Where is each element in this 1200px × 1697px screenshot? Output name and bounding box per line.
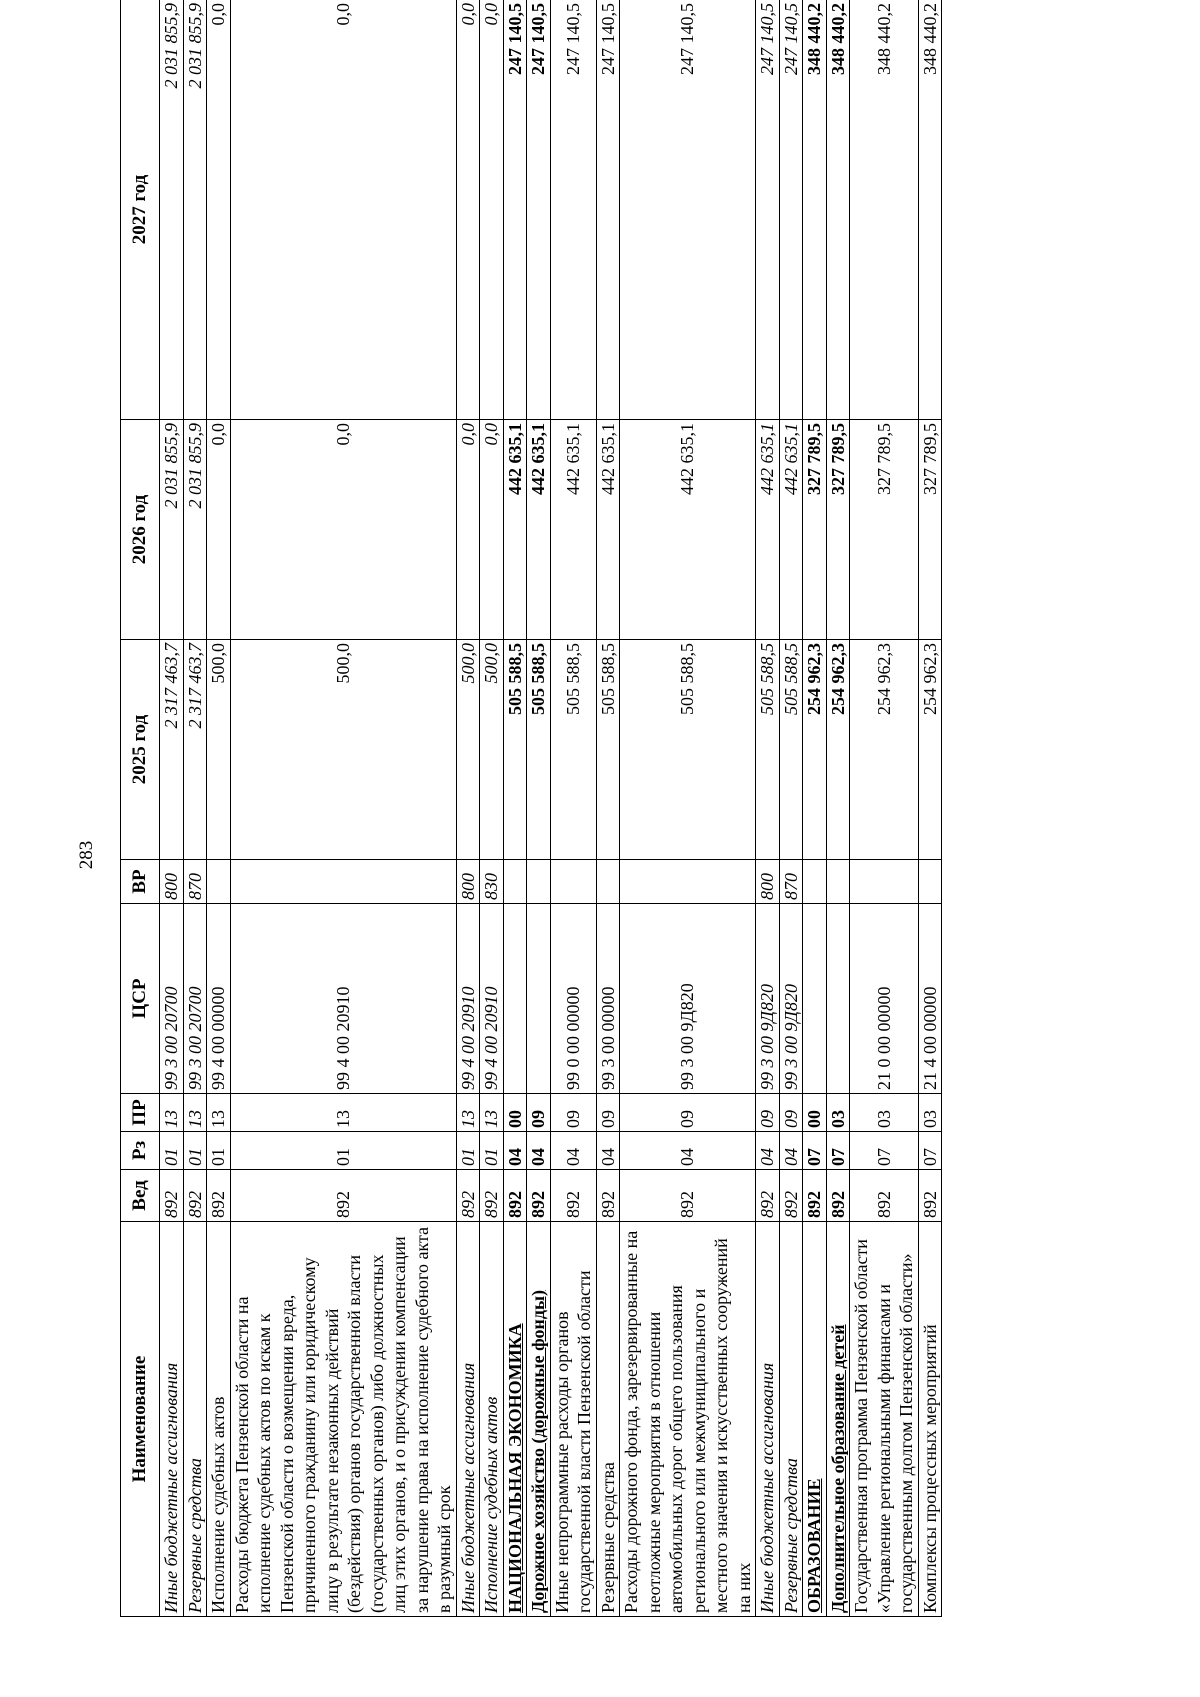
cell-name: Иные бюджетные ассигнования xyxy=(756,1222,780,1617)
cell-rz: 04 xyxy=(620,1132,756,1170)
header-name: Наименование xyxy=(121,1222,160,1617)
cell-pr: 09 xyxy=(620,1094,756,1132)
cell-2025: 505 588,5 xyxy=(620,640,756,860)
cell-name: Дорожное хозяйство (дорожные фонды) xyxy=(527,1222,551,1617)
cell-2027: 348 440,2 xyxy=(803,0,827,420)
cell-2027: 247 140,5 xyxy=(756,0,780,420)
budget-table xyxy=(120,0,942,1617)
cell-csr xyxy=(527,904,551,1094)
cell-csr: 99 3 00 9Д820 xyxy=(756,904,780,1094)
cell-2027: 2 031 855,9 xyxy=(183,0,207,420)
cell-2025: 254 962,3 xyxy=(918,640,942,860)
table-row xyxy=(803,0,827,1617)
cell-pr: 09 xyxy=(596,1094,620,1132)
cell-2026: 2 031 855,9 xyxy=(160,420,184,640)
cell-vr xyxy=(803,860,827,904)
cell-2026: 442 635,1 xyxy=(620,420,756,640)
cell-csr: 99 4 00 20910 xyxy=(230,904,456,1094)
header-2027: 2027 год xyxy=(121,0,160,420)
cell-2026: 442 635,1 xyxy=(756,420,780,640)
cell-rz: 04 xyxy=(756,1132,780,1170)
cell-2027: 247 140,5 xyxy=(779,0,803,420)
header-csr: ЦСР xyxy=(121,904,160,1094)
header-rz: Рз xyxy=(121,1132,160,1170)
cell-ved: 892 xyxy=(230,1170,456,1222)
cell-name: Расходы дорожного фонда, зарезервированные на неотложные мероприятия в отношении автомобильных дорог общего пользования регионального или межмуниципального и местного значения и искусственных сооружений на них xyxy=(620,1222,756,1617)
cell-rz: 01 xyxy=(183,1132,207,1170)
cell-rz: 01 xyxy=(456,1132,480,1170)
header-ved: Вед xyxy=(121,1170,160,1222)
cell-csr: 21 4 00 00000 xyxy=(918,904,942,1094)
cell-2025: 500,0 xyxy=(480,640,504,860)
cell-name: Иные непрограммные расходы органов государственной власти Пензенской области xyxy=(550,1222,596,1617)
cell-ved: 892 xyxy=(826,1170,850,1222)
cell-pr: 03 xyxy=(850,1094,919,1132)
table-body xyxy=(160,0,942,1617)
cell-csr: 99 3 00 00000 xyxy=(596,904,620,1094)
cell-name: НАЦИОНАЛЬНАЯ ЭКОНОМИКА xyxy=(503,1222,527,1617)
cell-rz: 04 xyxy=(596,1132,620,1170)
table-row xyxy=(230,0,456,1617)
cell-ved: 892 xyxy=(183,1170,207,1222)
cell-2027: 0,0 xyxy=(207,0,231,420)
table-row xyxy=(207,0,231,1617)
cell-vr xyxy=(527,860,551,904)
cell-rz: 01 xyxy=(160,1132,184,1170)
table-row xyxy=(550,0,596,1617)
cell-2025: 500,0 xyxy=(207,640,231,860)
cell-2025: 2 317 463,7 xyxy=(183,640,207,860)
cell-csr xyxy=(826,904,850,1094)
cell-name: Комплексы процессных мероприятий xyxy=(918,1222,942,1617)
cell-pr: 03 xyxy=(918,1094,942,1132)
cell-csr: 99 3 00 9Д820 xyxy=(779,904,803,1094)
cell-ved: 892 xyxy=(160,1170,184,1222)
cell-pr: 03 xyxy=(826,1094,850,1132)
cell-2025: 505 588,5 xyxy=(503,640,527,860)
cell-2026: 442 635,1 xyxy=(527,420,551,640)
cell-pr: 13 xyxy=(480,1094,504,1132)
cell-pr: 13 xyxy=(183,1094,207,1132)
cell-pr: 13 xyxy=(207,1094,231,1132)
rotated-table-container xyxy=(120,0,1034,1617)
cell-rz: 04 xyxy=(550,1132,596,1170)
cell-2025: 505 588,5 xyxy=(596,640,620,860)
cell-ved: 892 xyxy=(620,1170,756,1222)
cell-rz: 04 xyxy=(527,1132,551,1170)
cell-name: Резервные средства xyxy=(779,1222,803,1617)
cell-vr xyxy=(596,860,620,904)
header-vr: ВР xyxy=(121,860,160,904)
cell-pr: 13 xyxy=(230,1094,456,1132)
cell-name: ОБРАЗОВАНИЕ xyxy=(803,1222,827,1617)
cell-2026: 442 635,1 xyxy=(503,420,527,640)
cell-ved: 892 xyxy=(503,1170,527,1222)
page-number: 283 xyxy=(76,840,97,870)
cell-rz: 04 xyxy=(779,1132,803,1170)
header-pr: ПР xyxy=(121,1094,160,1132)
cell-2026: 327 789,5 xyxy=(850,420,919,640)
cell-csr: 99 3 00 20700 xyxy=(183,904,207,1094)
table-row xyxy=(456,0,480,1617)
cell-2027: 0,0 xyxy=(456,0,480,420)
cell-name: Иные бюджетные ассигнования xyxy=(456,1222,480,1617)
cell-rz: 01 xyxy=(480,1132,504,1170)
table-header-row xyxy=(121,0,160,1617)
table-row xyxy=(183,0,207,1617)
cell-2027: 348 440,2 xyxy=(826,0,850,420)
cell-rz: 04 xyxy=(503,1132,527,1170)
cell-2025: 254 962,3 xyxy=(803,640,827,860)
cell-vr xyxy=(850,860,919,904)
cell-rz: 01 xyxy=(207,1132,231,1170)
cell-2027: 0,0 xyxy=(230,0,456,420)
table-row xyxy=(160,0,184,1617)
cell-2025: 505 588,5 xyxy=(779,640,803,860)
cell-2026: 327 789,5 xyxy=(918,420,942,640)
cell-vr: 800 xyxy=(756,860,780,904)
cell-csr: 99 4 00 20910 xyxy=(480,904,504,1094)
cell-vr: 800 xyxy=(160,860,184,904)
table-row xyxy=(826,0,850,1617)
cell-name: Дополнительное образование детей xyxy=(826,1222,850,1617)
cell-csr: 99 4 00 20910 xyxy=(456,904,480,1094)
cell-pr: 09 xyxy=(550,1094,596,1132)
cell-name: Государственная программа Пензенской области «Управление региональными финансами и государственным долгом Пензенской области» xyxy=(850,1222,919,1617)
cell-2025: 500,0 xyxy=(230,640,456,860)
cell-rz: 07 xyxy=(803,1132,827,1170)
cell-vr xyxy=(550,860,596,904)
cell-2027: 348 440,2 xyxy=(850,0,919,420)
cell-pr: 09 xyxy=(779,1094,803,1132)
cell-csr: 21 0 00 00000 xyxy=(850,904,919,1094)
cell-csr: 99 4 00 00000 xyxy=(207,904,231,1094)
table-row xyxy=(503,0,527,1617)
cell-vr xyxy=(207,860,231,904)
cell-ved: 892 xyxy=(756,1170,780,1222)
cell-name: Иные бюджетные ассигнования xyxy=(160,1222,184,1617)
cell-name: Расходы бюджета Пензенской области на исполнение судебных актов по искам к Пензенской области о возмещении вреда, причиненного гражданину или юридическому лицу в результате незаконных действий (бездействия) органов государственной власти (государственных органов) либо должностных лиц этих органов, и о присуждении компенсации за нарушение права на исполнение судебного акта в разумный срок xyxy=(230,1222,456,1617)
cell-csr: 99 3 00 20700 xyxy=(160,904,184,1094)
header-2026: 2026 год xyxy=(121,420,160,640)
table-row xyxy=(620,0,756,1617)
table-row xyxy=(527,0,551,1617)
cell-ved: 892 xyxy=(779,1170,803,1222)
cell-2026: 0,0 xyxy=(456,420,480,640)
cell-2026: 442 635,1 xyxy=(779,420,803,640)
cell-ved: 892 xyxy=(596,1170,620,1222)
cell-2026: 0,0 xyxy=(207,420,231,640)
cell-ved: 892 xyxy=(803,1170,827,1222)
cell-vr xyxy=(918,860,942,904)
cell-name: Резервные средства xyxy=(183,1222,207,1617)
cell-name: Резервные средства xyxy=(596,1222,620,1617)
cell-2025: 505 588,5 xyxy=(550,640,596,860)
cell-2027: 247 140,5 xyxy=(503,0,527,420)
cell-vr: 870 xyxy=(779,860,803,904)
cell-rz: 07 xyxy=(850,1132,919,1170)
cell-vr: 830 xyxy=(480,860,504,904)
cell-pr: 13 xyxy=(456,1094,480,1132)
cell-csr xyxy=(503,904,527,1094)
cell-2025: 505 588,5 xyxy=(527,640,551,860)
cell-pr: 09 xyxy=(527,1094,551,1132)
cell-ved: 892 xyxy=(850,1170,919,1222)
cell-2026: 327 789,5 xyxy=(803,420,827,640)
cell-ved: 892 xyxy=(456,1170,480,1222)
header-2025: 2025 год xyxy=(121,640,160,860)
cell-ved: 892 xyxy=(918,1170,942,1222)
cell-2025: 254 962,3 xyxy=(850,640,919,860)
cell-pr: 13 xyxy=(160,1094,184,1132)
cell-2027: 0,0 xyxy=(480,0,504,420)
cell-2027: 2 031 855,9 xyxy=(160,0,184,420)
cell-2027: 247 140,5 xyxy=(527,0,551,420)
cell-2026: 2 031 855,9 xyxy=(183,420,207,640)
cell-2026: 442 635,1 xyxy=(550,420,596,640)
cell-ved: 892 xyxy=(550,1170,596,1222)
cell-2027: 247 140,5 xyxy=(620,0,756,420)
cell-rz: 07 xyxy=(826,1132,850,1170)
cell-2026: 0,0 xyxy=(230,420,456,640)
table-row xyxy=(756,0,780,1617)
cell-vr xyxy=(826,860,850,904)
cell-pr: 00 xyxy=(503,1094,527,1132)
cell-pr: 09 xyxy=(756,1094,780,1132)
cell-vr xyxy=(503,860,527,904)
cell-2027: 247 140,5 xyxy=(596,0,620,420)
cell-2026: 0,0 xyxy=(480,420,504,640)
table-row xyxy=(779,0,803,1617)
cell-csr: 99 3 00 9Д820 xyxy=(620,904,756,1094)
cell-2025: 254 962,3 xyxy=(826,640,850,860)
cell-rz: 01 xyxy=(230,1132,456,1170)
cell-vr xyxy=(620,860,756,904)
table-row xyxy=(596,0,620,1617)
cell-vr: 870 xyxy=(183,860,207,904)
cell-2025: 505 588,5 xyxy=(756,640,780,860)
cell-ved: 892 xyxy=(480,1170,504,1222)
cell-2027: 348 440,2 xyxy=(918,0,942,420)
cell-ved: 892 xyxy=(207,1170,231,1222)
cell-name: Исполнение судебных актов xyxy=(480,1222,504,1617)
cell-2027: 247 140,5 xyxy=(550,0,596,420)
cell-vr xyxy=(230,860,456,904)
cell-2026: 442 635,1 xyxy=(596,420,620,640)
table-row xyxy=(850,0,919,1617)
cell-pr: 00 xyxy=(803,1094,827,1132)
cell-csr: 99 0 00 00000 xyxy=(550,904,596,1094)
cell-2026: 327 789,5 xyxy=(826,420,850,640)
table-row xyxy=(918,0,942,1617)
cell-2025: 2 317 463,7 xyxy=(160,640,184,860)
cell-name: Исполнение судебных актов xyxy=(207,1222,231,1617)
cell-2025: 500,0 xyxy=(456,640,480,860)
cell-rz: 07 xyxy=(918,1132,942,1170)
cell-ved: 892 xyxy=(527,1170,551,1222)
cell-csr xyxy=(803,904,827,1094)
cell-vr: 800 xyxy=(456,860,480,904)
table-row xyxy=(480,0,504,1617)
